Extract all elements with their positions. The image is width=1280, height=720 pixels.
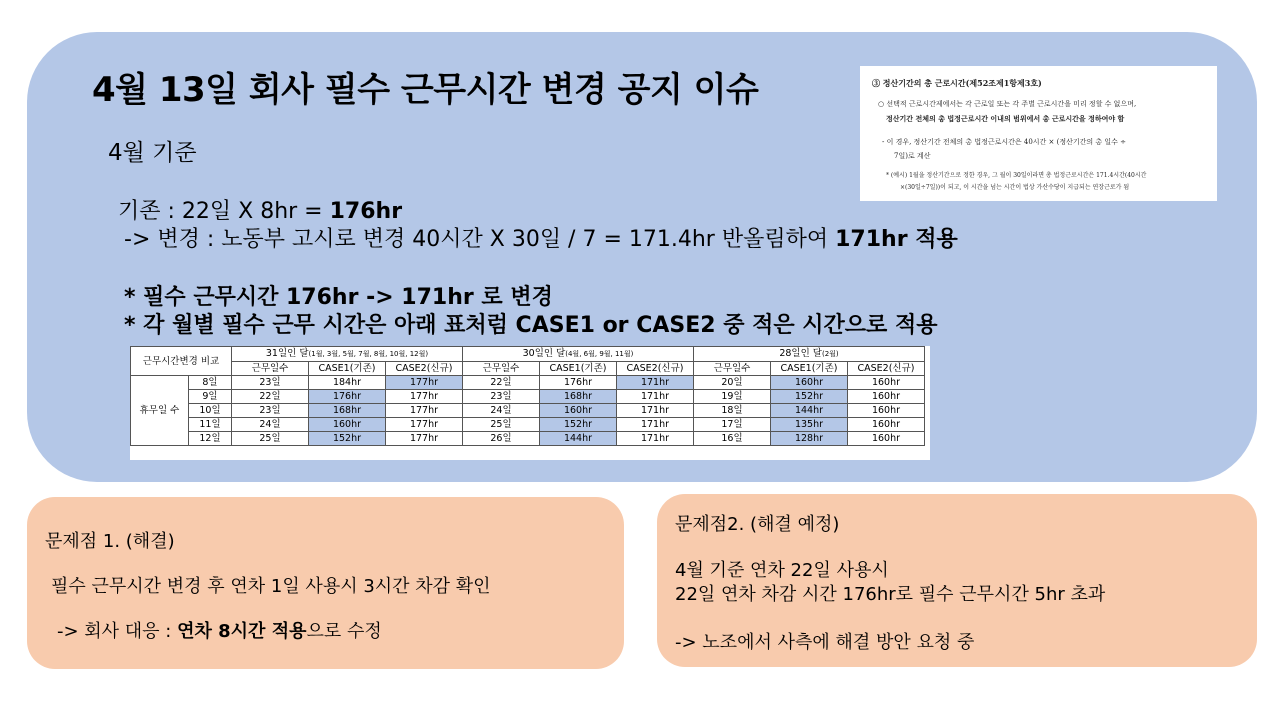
table-cell: 177hr [386, 404, 463, 418]
law-excerpt-p2: 정산기간 전체의 총 법정근로시간 이내의 범위에서 총 근로시간을 정하여야 함 [886, 114, 1125, 123]
basis-label: 4월 기준 [108, 140, 197, 166]
table-cell: 23일 [232, 376, 309, 390]
law-excerpt-p5: * (예시) 1월을 정산기간으로 정한 경우, 그 월이 30일이라면 총 법정근로시간은 171.4시간(40시간 [886, 172, 1147, 179]
table-row [131, 432, 925, 446]
table-cell: 177hr [386, 390, 463, 404]
table-cell: 152hr [771, 390, 848, 404]
law-excerpt-p4: 7일)로 계산 [894, 152, 931, 160]
table-cell: 23일 [232, 404, 309, 418]
table-cell: 144hr [771, 404, 848, 418]
issue1-line1: 필수 근무시간 변경 후 연차 1일 사용시 3시간 차감 확인 [51, 576, 491, 597]
table-subheader: CASE1(기존) [309, 362, 386, 376]
table-cell: 19일 [694, 390, 771, 404]
table-cell: 160hr [848, 418, 925, 432]
table-cell: 160hr [771, 376, 848, 390]
table-row [131, 376, 925, 390]
issue2-line1: 4월 기준 연차 22일 사용시 [675, 560, 889, 581]
table-group-months: (2월) [821, 350, 839, 358]
table-cell: 168hr [540, 390, 617, 404]
table-cell: 22일 [463, 376, 540, 390]
table-cell: 176hr [540, 376, 617, 390]
issue2-title: 문제점2. (해결 예정) [675, 514, 840, 535]
table-cell: 160hr [848, 376, 925, 390]
table-off-days: 8일 [189, 376, 232, 390]
changed-hours-text: -> 변경 : 노동부 고시로 변경 40시간 X 30일 / 7 = 171.4hr 반올림하여 [124, 227, 836, 252]
table-corner-label: 근무시간변경 비교 [131, 347, 232, 376]
table-group-header [232, 347, 463, 362]
table-cell: 176hr [309, 390, 386, 404]
hours-comparison-table [130, 346, 925, 446]
table-cell: 168hr [309, 404, 386, 418]
issue2-line2: 22일 연차 차감 시간 176hr로 필수 근무시간 5hr 초과 [675, 584, 1106, 605]
table-row [131, 390, 925, 404]
issue2-line3: -> 노조에서 사측에 해결 방안 요청 중 [675, 632, 975, 653]
table-cell: 26일 [463, 432, 540, 446]
table-cell: 25일 [232, 432, 309, 446]
table-subheader: 근무일수 [232, 362, 309, 376]
table-cell: 184hr [309, 376, 386, 390]
table-cell: 177hr [386, 432, 463, 446]
issue2-panel [657, 494, 1257, 667]
law-excerpt-p1: ○ 선택적 근로시간제에서는 각 근로일 또는 각 주별 근로시간을 미리 정할 수 없으며, [878, 100, 1137, 108]
table-cell: 160hr [848, 390, 925, 404]
hours-comparison-table-wrap [130, 346, 930, 460]
table-subheader: CASE2(신규) [848, 362, 925, 376]
table-cell: 18일 [694, 404, 771, 418]
table-subheader: CASE1(기존) [771, 362, 848, 376]
note-hours-change: * 필수 근무시간 176hr -> 171hr 로 변경 [124, 285, 553, 310]
table-cell: 160hr [848, 432, 925, 446]
table-cell: 177hr [386, 376, 463, 390]
law-excerpt-p6: ×(30일÷7일))이 되고, 이 시간을 넘는 시간이 법상 가산수당이 지급되는 연장근로가 됨 [900, 184, 1130, 191]
table-cell: 171hr [617, 432, 694, 446]
law-excerpt-heading: ③ 정산기간의 총 근로시간(제52조제1항제3호) [872, 78, 1042, 88]
note-monthly-rule: * 각 월별 필수 근무 시간은 아래 표처럼 CASE1 or CASE2 중 적은 시간으로 적용 [124, 313, 938, 338]
table-cell: 171hr [617, 418, 694, 432]
table-subheader: CASE2(신규) [386, 362, 463, 376]
table-cell: 24일 [463, 404, 540, 418]
table-subheader: CASE1(기존) [540, 362, 617, 376]
table-cell: 152hr [309, 432, 386, 446]
changed-hours-line [124, 222, 958, 253]
table-cell: 22일 [232, 390, 309, 404]
table-row [131, 418, 925, 432]
table-off-days: 10일 [189, 404, 232, 418]
table-group-months: (1월, 3월, 5월, 7월, 8월, 10월, 12월) [308, 350, 429, 358]
table-cell: 16일 [694, 432, 771, 446]
table-cell: 135hr [771, 418, 848, 432]
table-off-days: 12일 [189, 432, 232, 446]
previous-hours-value: 176hr [329, 199, 403, 224]
table-cell: 25일 [463, 418, 540, 432]
issue1-line2-bold: 연차 8시간 적용 [177, 621, 307, 642]
table-group-title: 31일인 달 [265, 348, 309, 359]
table-group-months: (4월, 6월, 9월, 11월) [565, 350, 634, 358]
table-cell: 17일 [694, 418, 771, 432]
table-cell: 171hr [617, 376, 694, 390]
issue1-panel [27, 497, 624, 669]
table-group-header [694, 347, 925, 362]
table-group-header [463, 347, 694, 362]
law-excerpt-p3: - 이 경우, 정산기간 전체의 총 법정근로시간은 40시간 × (정산기간의 총 일수 ÷ [882, 138, 1126, 146]
table-group-title: 28일인 달 [779, 348, 822, 359]
table-cell: 171hr [617, 404, 694, 418]
previous-hours-line [118, 194, 402, 225]
table-subheader: 근무일수 [694, 362, 771, 376]
table-cell: 20일 [694, 376, 771, 390]
previous-hours-text: 기존 : 22일 X 8hr = [118, 199, 330, 224]
issue1-title: 문제점 1. (해결) [45, 531, 175, 552]
issue1-line2-prefix: -> 회사 대응 : [57, 621, 178, 642]
table-cell: 152hr [540, 418, 617, 432]
table-row-group-label: 휴무일 수 [131, 376, 189, 446]
table-cell: 24일 [232, 418, 309, 432]
law-excerpt-image [860, 66, 1217, 201]
table-cell: 23일 [463, 390, 540, 404]
table-group-header-row [131, 347, 925, 362]
table-off-days: 9일 [189, 390, 232, 404]
table-cell: 177hr [386, 418, 463, 432]
table-cell: 171hr [617, 390, 694, 404]
table-cell: 160hr [540, 404, 617, 418]
table-group-title: 30일인 달 [522, 348, 566, 359]
issue1-line2 [57, 617, 382, 643]
table-row [131, 404, 925, 418]
table-cell: 160hr [848, 404, 925, 418]
issue1-line2-suffix: 으로 수정 [306, 621, 382, 642]
table-cell: 144hr [540, 432, 617, 446]
table-subheader-row [131, 362, 925, 376]
table-off-days: 11일 [189, 418, 232, 432]
table-subheader: CASE2(신규) [617, 362, 694, 376]
table-subheader: 근무일수 [463, 362, 540, 376]
page-title: 4월 13일 회사 필수 근무시간 변경 공지 이슈 [92, 70, 759, 110]
changed-hours-value: 171hr 적용 [835, 227, 958, 252]
table-cell: 160hr [309, 418, 386, 432]
table-cell: 128hr [771, 432, 848, 446]
